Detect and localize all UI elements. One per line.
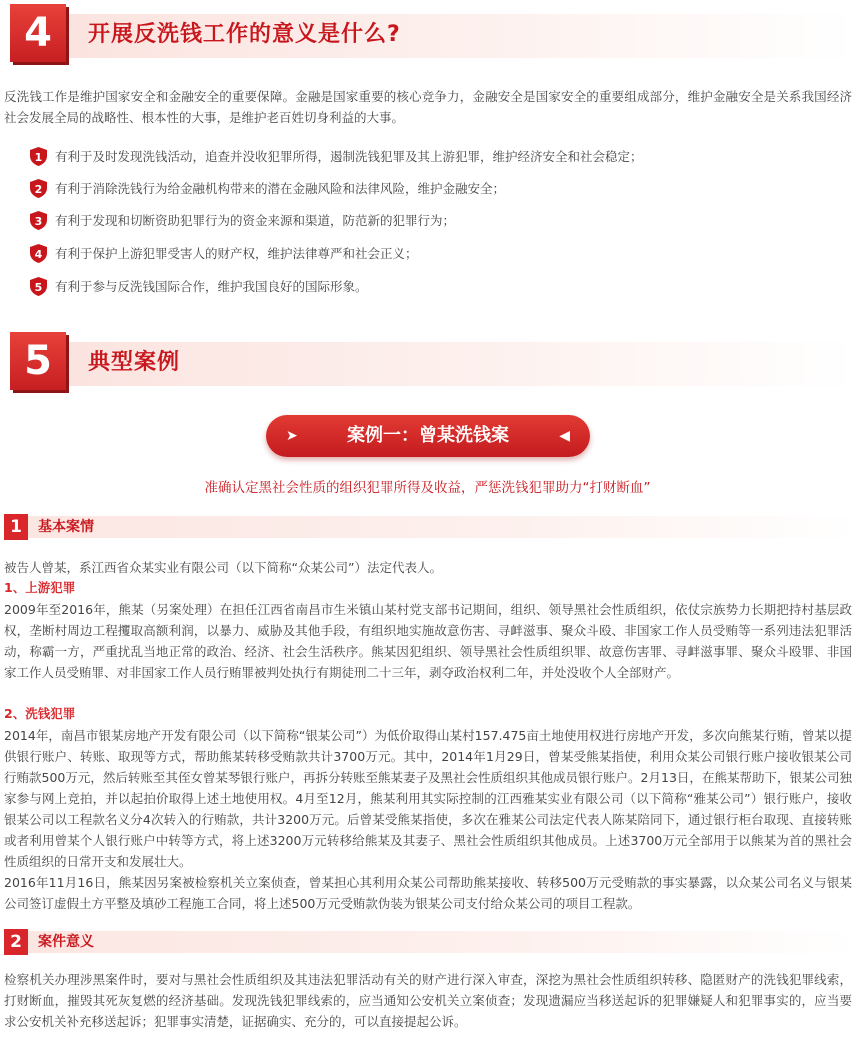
list-item <box>30 275 368 297</box>
svg-text:4: 4 <box>34 247 43 261</box>
list-item <box>30 145 643 167</box>
svg-text:1: 1 <box>34 150 43 164</box>
list-item <box>30 242 418 264</box>
svg-text:5: 5 <box>34 280 43 294</box>
arrow-right-icon: ➤ <box>286 428 298 444</box>
laundering-text-1: 2014年，南昌市银某房地产开发有限公司（以下简称“银某公司”）为低价取得山某村157.475亩土地使用权进行房地产开发，多次向熊某行贿，曾某以提供银行账户、转账、取现等方式，帮助熊某转移受贿款共计3700万元。其中，2014年1月29日，曾某受熊某指使，利用众某公司银行账户接收银某公司行贿款500万元，然后转账至其侄女曾某琴银行账户，再拆分转账至熊某妻子及黑社会性质组织其他成员银行账户。2月13日，在熊某帮助下，银某公司独家参与网上竞拍，并以起拍价取得上述土地使用权。4月至12月，熊某利用其实际控制的江西雅某实业有限公司（以下简称“雅某公司”）银行账户，接收银某公司以工程款名义分4次转入的行贿款，共计3200万元。后曾某受熊某指使，多次在雅某公司法定代表人陈某陪同下，通过银行柜台取现、直接转账或者利用曾某个人银行账户中转等方式，将上述3200万元转移给熊某及其妻子、黑社会性质组织其他成员。上述3700万元全部用于以熊某为首的黑社会性质组织的日常开支和发展壮大。 <box>4 728 852 869</box>
list-item <box>30 209 455 231</box>
laundering-text-2: 2016年11月16日，熊某因另案被检察机关立案侦查，曾某担心其利用众某公司帮助熊某接收、转移500万元受贿款的事实暴露，以众某公司名义与银某公司签订虚假土方平整及填砂工程施工合同，将上述500万元受贿款伪装为银某公司支付给众某公司的项目工程款。 <box>4 875 852 911</box>
list-item-text: 有利于消除洗钱行为给金融机构带来的潜在金融风险和法律风险，维护金融安全； <box>55 181 506 196</box>
basic-facts-number: 1 <box>4 514 28 540</box>
basic-facts-header <box>0 514 855 540</box>
significance-text: 检察机关办理涉黑案件时，要对与黑社会性质组织及其违法犯罪活动有关的财产进行深入审查，深挖为黑社会性质组织转移、隐匿财产的洗钱犯罪线索，打财断血，摧毁其死灰复燃的经济基础。发现洗钱犯罪线索的，应当通知公安机关立案侦查；发现遗漏应当移送起诉的犯罪嫌疑人和犯罪事实的，应当要求公安机关补充移送起诉；犯罪事实清楚，证据确实、充分的，可以直接提起公诉。 <box>4 972 852 1029</box>
section-4-number: 4 <box>10 4 66 62</box>
list-item-text: 有利于及时发现洗钱活动，追查并没收犯罪所得，遏制洗钱犯罪及其上游犯罪，维护经济安全和社会稳定； <box>55 149 643 164</box>
basic-facts-title: 基本案情 <box>38 519 94 535</box>
basic-intro: 被告人曾某，系江西省众某实业有限公司（以下简称“众某公司”）法定代表人。 <box>4 560 442 575</box>
laundering-label: 2、洗钱犯罪 <box>4 706 76 721</box>
svg-text:3: 3 <box>34 214 43 228</box>
case-title: 案例一：曾某洗钱案 <box>347 425 509 446</box>
upstream-label: 1、上游犯罪 <box>4 580 76 595</box>
section-4-header <box>0 4 855 64</box>
section-5-header <box>0 332 855 392</box>
shield-number-icon <box>30 244 47 263</box>
shield-number-icon <box>30 277 47 296</box>
list-item <box>30 177 505 199</box>
list-item-text: 有利于参与反洗钱国际合作，维护我国良好的国际形象。 <box>55 279 368 294</box>
shield-number-icon <box>30 211 47 230</box>
shield-number-icon <box>30 147 47 166</box>
section-5-number: 5 <box>10 332 66 390</box>
section-5-title: 典型案例 <box>88 350 181 375</box>
significance-band <box>24 931 855 953</box>
significance-number: 2 <box>4 929 28 955</box>
upstream-text: 2009年至2016年，熊某（另案处理）在担任江西省南昌市生米镇山某村党支部书记期间，组织、领导黑社会性质组织，依仗宗族势力长期把持村基层政权，垄断村周边工程攫取高额利润，以暴力、威胁及其他手段，有组织地实施故意伤害、寻衅滋事、聚众斗殴、非国家工作人员受贿等一系列违法犯罪活动，称霸一方，严重扰乱当地正常的政治、经济、社会生活秩序。熊某因犯组织、领导黑社会性质组织罪、故意伤害罪、寻衅滋事罪、聚众斗殴罪、非国家工作人员受贿罪、对非国家工作人员行贿罪被判处执行有期徒刑二十三年，剥夺政治权利二年，并处没收个人全部财产。 <box>4 602 852 680</box>
svg-text:2: 2 <box>34 182 43 196</box>
basic-facts-band <box>24 516 855 538</box>
shield-number-icon <box>30 179 47 198</box>
arrow-left-icon: ◀ <box>559 428 570 444</box>
case-title-pill <box>266 415 590 457</box>
list-item-text: 有利于保护上游犯罪受害人的财产权，维护法律尊严和社会正义； <box>55 246 418 261</box>
significance-header <box>0 929 855 955</box>
significance-title: 案件意义 <box>38 934 94 950</box>
list-item-text: 有利于发现和切断资助犯罪行为的资金来源和渠道，防范新的犯罪行为； <box>55 213 456 228</box>
section-4-intro: 反洗钱工作是维护国家安全和金融安全的重要保障。金融是国家重要的核心竞争力，金融安全是国家安全的重要组成部分，维护金融安全是关系我国经济社会发展全局的战略性、根本性的大事，是维护老百姓切身利益的大事。 <box>4 89 852 125</box>
case-subtitle: 准确认定黑社会性质的组织犯罪所得及收益，严惩洗钱犯罪助力“打财断血” <box>204 480 651 496</box>
section-4-title: 开展反洗钱工作的意义是什么? <box>88 22 401 47</box>
